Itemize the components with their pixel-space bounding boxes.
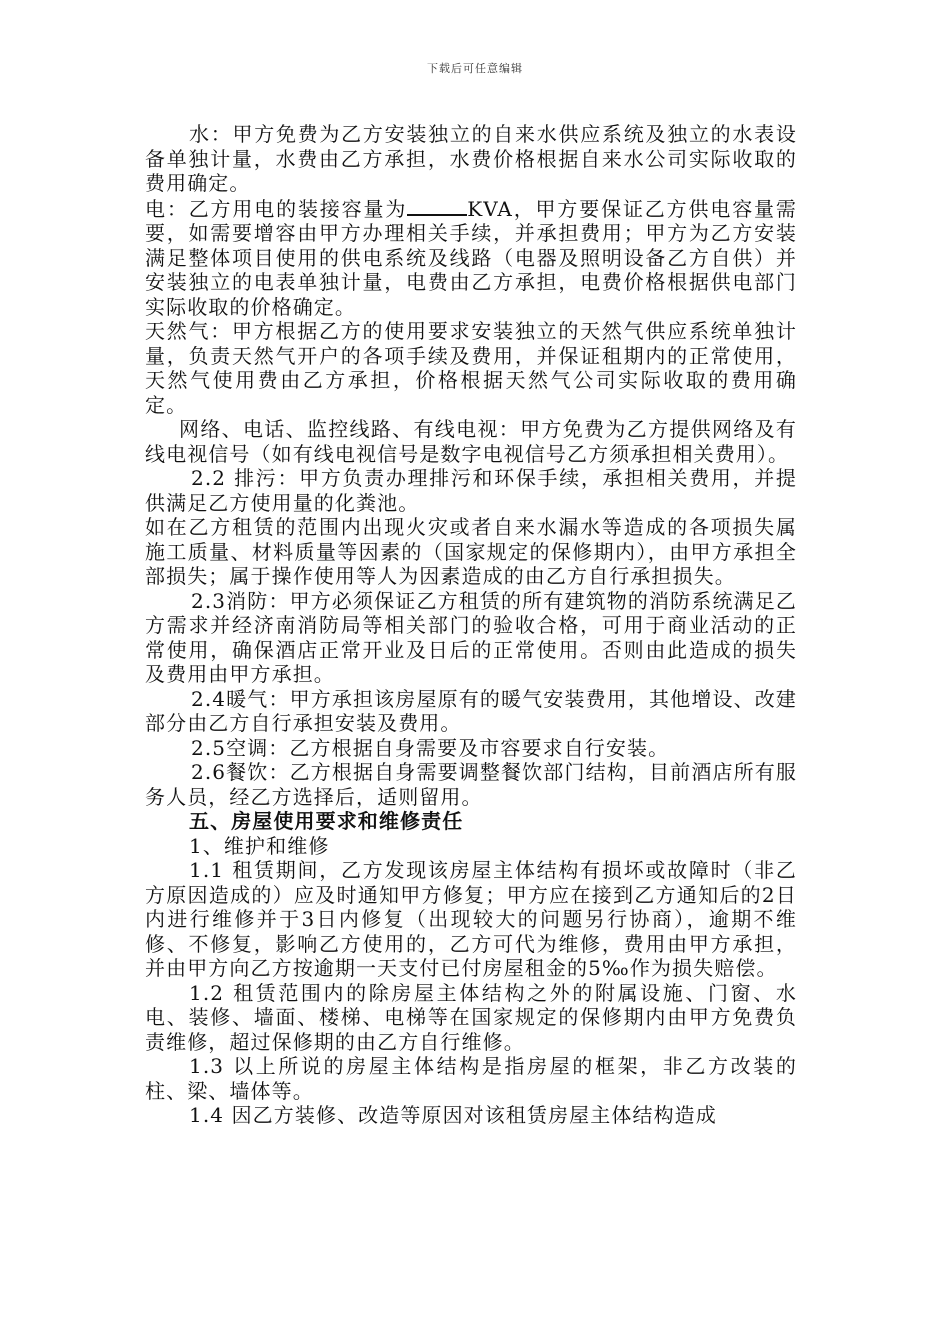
document-body bbox=[145, 122, 797, 1128]
paragraph-water: 水：甲方免费为乙方安装独立的自来水供应系统及独立的水表设备单独计量，水费由乙方承担，水费价格根据自来水公司实际收取的费用确定。 bbox=[145, 122, 797, 195]
electric-text-b: KVA，甲方要保证乙方供电容量需要，如需要增容由甲方办理相关手续，并承担费用；甲方为乙方安装满足整体项目使用的供电系统及线路（电器及照明设备乙方自供）并安装独立的电表单独计量，电费由乙方承担，电费价格根据供电部门实际收取的价格确定。 bbox=[145, 196, 797, 319]
paragraph-1-1: 1.1 租赁期间，乙方发现该房屋主体结构有损坏或故障时（非乙方原因造成的）应及时通知甲方修复；甲方应在接到乙方通知后的2日内进行维修并于3日内修复（出现较大的问题另行协商），逾期不维修、不修复，影响乙方使用的，乙方可代为维修，费用由甲方承担，并由甲方向乙方按逾期一天支付已付房屋租金的5‰作为损失赔偿。 bbox=[145, 858, 797, 980]
paragraph-ac: 2.5空调：乙方根据自身需要及市容要求自行安装。 bbox=[191, 735, 670, 760]
paragraph-1-3: 1.3 以上所说的房屋主体结构是指房屋的框架，非乙方改装的柱、梁、墙体等。 bbox=[145, 1054, 797, 1103]
paragraph-1-2: 1.2 租赁范围内的除房屋主体结构之外的附属设施、门窗、水电、装修、墙面、楼梯、电梯等在国家规定的保修期内由甲方免费负责维修，超过保修期的由乙方自行维修。 bbox=[145, 980, 797, 1054]
paragraph-1-4: 1.4 因乙方装修、改造等原因对该租赁房屋主体结构造成 bbox=[189, 1103, 717, 1127]
electric-text-a: 电：乙方用电的装接容量为 bbox=[145, 196, 408, 221]
paragraph-electric bbox=[145, 196, 797, 320]
paragraph-fire: 2.3消防：甲方必须保证乙方租赁的所有建筑物的消防系统满足乙方需求并经济南消防局等相关部门的验收合格，可用于商业活动的正常使用，确保酒店正常开业及日后的正常使用。否则由此造成的损失及费用由甲方承担。 bbox=[145, 588, 797, 686]
paragraph-gas: 天然气：甲方根据乙方的使用要求安装独立的天然气供应系统单独计量，负责天然气开户的各项手续及费用，并保证租期内的正常使用，天然气使用费由乙方承担，价格根据天然气公司实际收取的费用确定。 bbox=[145, 319, 797, 417]
page-header: 下载后可任意编辑 bbox=[427, 62, 523, 75]
paragraph-heating: 2.4暖气：甲方承担该房屋原有的暖气安装费用，其他增设、改建部分由乙方自行承担安装及费用。 bbox=[145, 686, 797, 735]
paragraph-network: 网络、电话、监控线路、有线电视：甲方免费为乙方提供网络及有线电视信号（如有线电视信号是数字电视信号乙方须承担相关费用）。 bbox=[145, 417, 797, 466]
paragraph-loss: 如在乙方租赁的范围内出现火灾或者自来水漏水等造成的各项损失属施工质量、材料质量等因素的（国家规定的保修期内），由甲方承担全部损失；属于操作使用等人为因素造成的由乙方自行承担损失。 bbox=[145, 515, 797, 588]
sub-heading: 1、维护和维修 bbox=[189, 833, 330, 858]
paragraph-sewage: 2.2 排污：甲方负责办理排污和环保手续，承担相关费用，并提供满足乙方使用量的化粪池。 bbox=[145, 466, 797, 515]
paragraph-catering: 2.6餐饮：乙方根据自身需要调整餐饮部门结构，目前酒店所有服务人员，经乙方选择后，适则留用。 bbox=[145, 760, 797, 809]
section-heading: 五、房屋使用要求和维修责任 bbox=[189, 809, 464, 833]
capacity-blank-field bbox=[407, 196, 467, 216]
